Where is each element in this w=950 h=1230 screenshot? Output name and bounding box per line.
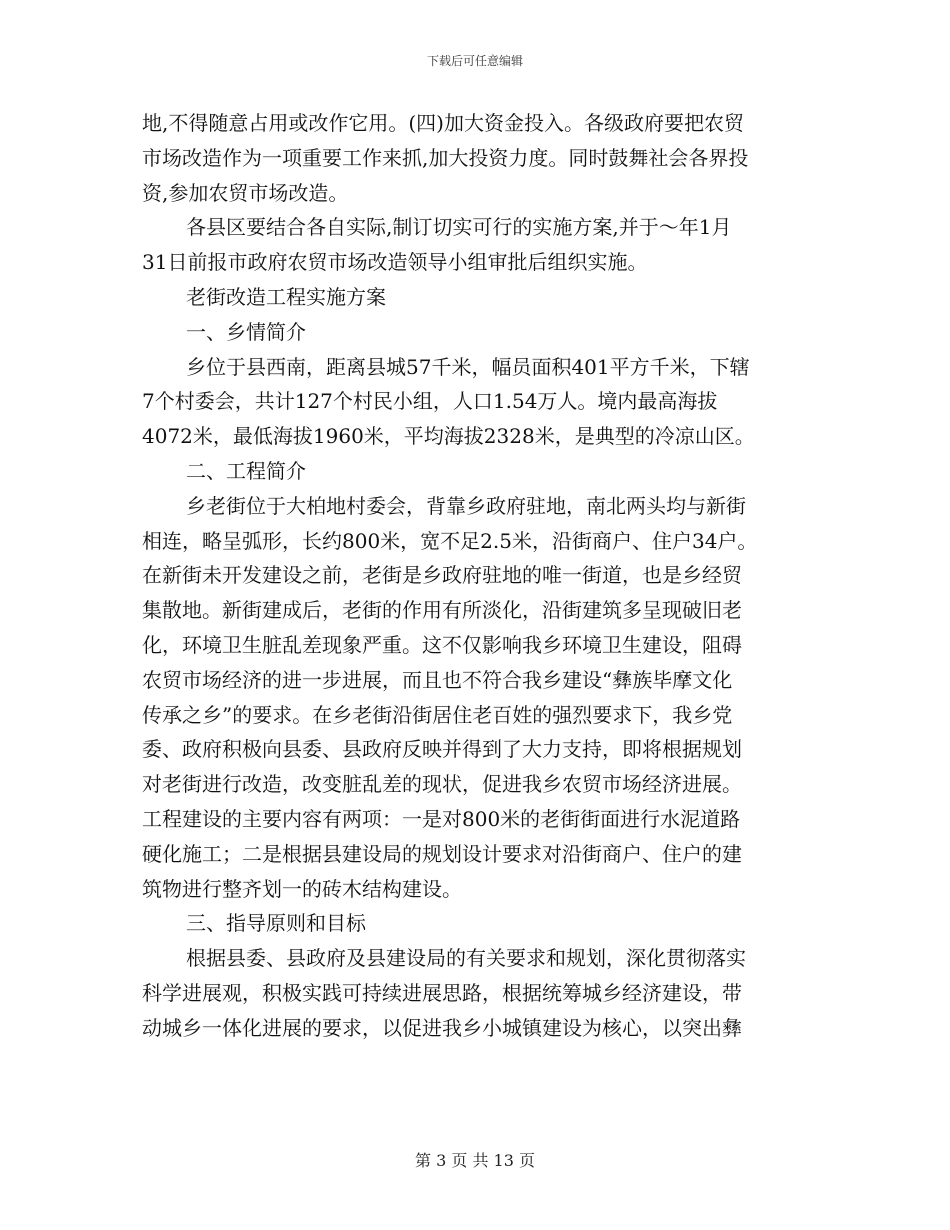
page-footer: 第 3 页 共 13 页 [415,1151,535,1170]
text-line: 委、政府积极向县委、县政府反映并得到了大力支持，即将根据规划 [142,737,742,762]
text-line: 三、指导原则和目标 [186,911,366,936]
text-line: 4072米，最低海拔1960米，平均海拔2328米，是典型的冷凉山区。 [142,424,755,449]
text-line: 筑物进行整齐划一的砖木结构建设。 [142,876,462,901]
text-line: 7个村委会，共计127个村民小组，人口1.54万人。境内最高海拔 [142,389,718,414]
text-line: 一、乡情简介 [186,319,306,344]
text-line: 传承之乡”的要求。在乡老街沿街居住老百姓的强烈要求下，我乡党 [142,702,733,727]
text-line: 对老街进行改造，改变脏乱差的现状，促进我乡农贸市场经济进展。 [142,772,742,797]
text-line: 工程建设的主要内容有两项：一是对800米的老街街面进行水泥道路 [142,806,741,831]
text-line: 地,不得随意占用或改作它用。(四)加大资金投入。各级政府要把农贸 [142,111,744,135]
text-line: 市场改造作为一项重要工作来抓,加大投资力度。同时鼓舞社会各界投 [142,145,749,170]
text-line: 老街改造工程实施方案 [186,284,386,309]
text-line: 农贸市场经济的进一步进展，而且也不符合我乡建设“彝族毕摩文化 [142,667,733,692]
text-line: 二、工程简介 [186,458,306,483]
text-line: 动城乡一体化进展的要求，以促进我乡小城镇建设为核心，以突出彝 [142,1015,742,1040]
text-line: 化，环境卫生脏乱差现象严重。这不仅影响我乡环境卫生建设，阻碍 [142,632,742,657]
text-line: 各县区要结合各自实际,制订切实可行的实施方案,并于～年1月 [186,215,732,240]
page-header: 下载后可任意编辑 [426,54,523,68]
document-body [142,106,802,1046]
text-line: 科学进展观，积极实践可持续进展思路，根据统筹城乡经济建设，带 [142,980,742,1005]
text-line: 乡位于县西南，距离县城57千米，幅员面积401平方千米，下辖 [186,354,750,379]
text-line: 根据县委、县政府及县建设局的有关要求和规划，深化贯彻落实 [186,946,746,971]
text-line: 在新街未开发建设之前，老街是乡政府驻地的唯一街道，也是乡经贸 [142,563,742,588]
text-line: 资,参加农贸市场改造。 [142,180,349,205]
text-line: 31日前报市政府农贸市场改造领导小组审批后组织实施。 [142,250,648,275]
text-line: 乡老街位于大柏地村委会，背靠乡政府驻地，南北两头均与新街 [186,493,746,518]
text-line: 相连，略呈弧形，长约800米，宽不足2.5米，沿街商户、住户34户。 [142,528,758,553]
text-line: 硬化施工；二是根据县建设局的规划设计要求对沿街商户、住户的建 [142,841,742,866]
text-line: 集散地。新街建成后，老街的作用有所淡化，沿街建筑多呈现破旧老 [142,598,742,623]
